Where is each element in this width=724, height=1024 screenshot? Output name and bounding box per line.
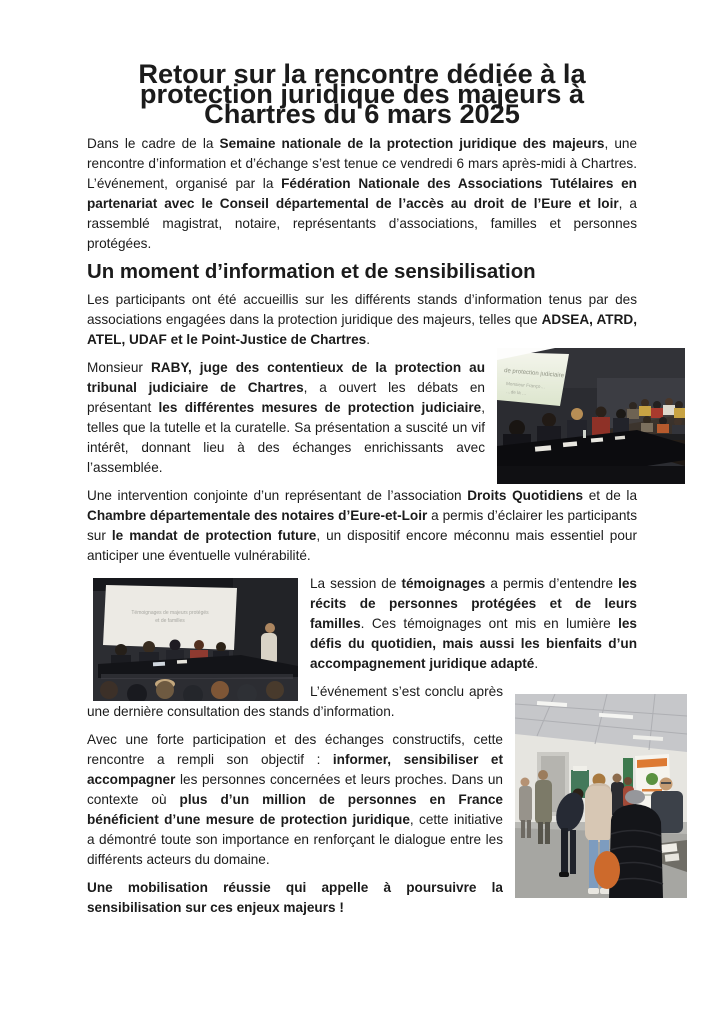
- photo-temoignages-session: [93, 578, 298, 701]
- paragraph-intro: [87, 134, 637, 254]
- paragraph-intervention-notaires-text: Une intervention conjointe d’un représentant de l’association Droits Quotidiens et de la Chambre départementale des notaires d’Eure-et-Loir a permis d’éclairer les participants sur le mandat de protection future, un dispositif encore méconnu mais essentiel pour anticiper une éventuelle vulnérabilité.: [87, 488, 638, 563]
- temoignages-photo-illustration: [93, 578, 298, 701]
- slide-text-line: Monsieur Franço…: [505, 381, 546, 390]
- paragraph-temoignages-text: La session de témoignages a permis d’entendre les récits de personnes protégées et de leurs familles. Ces témoignages ont mis en lumière les défis du quotidien, mais aussi les bienfaits d’un accompagnement juridique adapté.: [310, 576, 637, 671]
- photo-stands-information: [515, 694, 687, 898]
- paragraph-bilan-text: Avec une forte participation et des échanges constructifs, cette rencontre a rempli son objectif : informer, sensibiliser et accompagner les personnes concernées et leurs proches. Dans un contexte où plus d’un million de personnes en France bénéficient d’une mesure de protection juridique, cette initiative a démontré toute son importance en renforçant le dialogue entre les différents acteurs du domaine.: [87, 732, 503, 867]
- projection-screen: [497, 352, 569, 406]
- slide-text-line: Témoignages de majeurs protégés: [131, 610, 209, 616]
- paragraph-intervention-notaires: [87, 486, 637, 566]
- paragraph-juge-raby-text: Monsieur RABY, juge des contentieux de la protection au tribunal judiciaire de Chartres, a ouvert les débats en présentant les différentes mesures de protection judiciaire, telles que la tutelle et la curatelle. Sa présentation a suscité un vif intérêt, donnant lieu à des échanges enrichissants avec l’assemblée.: [87, 360, 486, 475]
- conference-photo-illustration: [497, 348, 685, 484]
- paragraph-intro-text: Dans le cadre de la Semaine nationale de la protection juridique des majeurs, une rencontre d’information et d’échange s’est tenue ce vendredi 6 mars après-midi à Chartres. L’événement, organisé par la Fédération Nationale des Associations Tutélaires en partenariat avec le Conseil départemental de l’accès au droit de l’Eure et loir, a rassemblé magistrat, notaire, représentants d’associations, familles et personnes protégées.: [87, 136, 638, 251]
- paragraph-juge-raby: [87, 358, 637, 478]
- slide-text-line: de protection judiciaire: [503, 368, 565, 380]
- photo-conference-panel: [497, 348, 685, 484]
- slide-text-line: et de familles: [155, 618, 185, 624]
- document-title: Retour sur la rencontre dédiée à la protection juridique des majeurs à Chartres du 6 mars 2025: [138, 58, 586, 129]
- stands-photo-illustration: [515, 694, 687, 898]
- paragraph-stands-accueil: [87, 290, 637, 350]
- paragraph-temoignages: [87, 574, 637, 674]
- section-heading-information: Un moment d’information et de sensibilisation: [87, 261, 536, 283]
- paragraph-stands-accueil-text: Les participants ont été accueillis sur les différents stands d’information tenus par des associations engagées dans la protection juridique des majeurs, telles que ADSEA, ATRD, ATEL, UDAF et le Point-Justice de Chartres.: [87, 292, 638, 347]
- slide-text-line: …de la …: [505, 389, 527, 396]
- paragraph-mobilisation-text: Une mobilisation réussie qui appelle à poursuivre la sensibilisation sur ces enjeux majeurs !: [87, 880, 503, 915]
- paragraph-conclusion-stands-text: L’événement s’est conclu après une dernière consultation des stands d’information.: [87, 684, 503, 719]
